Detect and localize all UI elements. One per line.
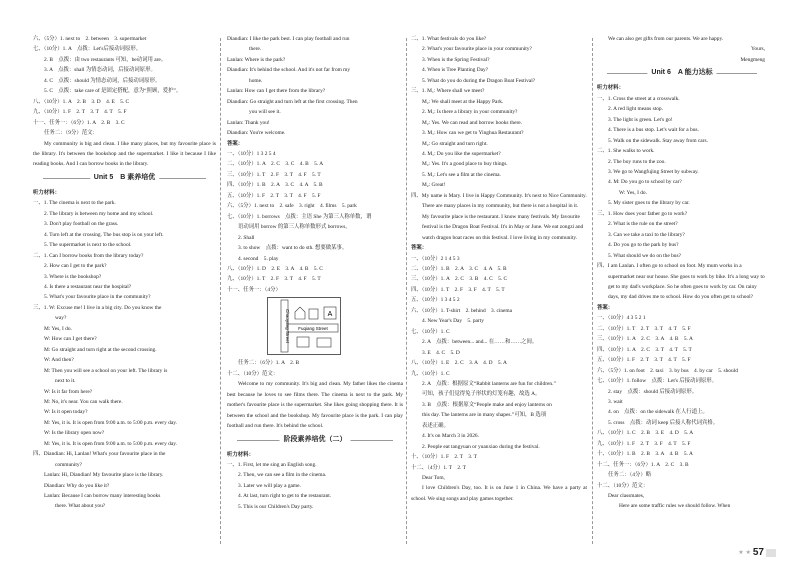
- column-divider: [406, 38, 407, 544]
- column-divider: [592, 38, 593, 544]
- text-line: 3. When is the Spring Festival?: [422, 56, 490, 63]
- text-line: 2. A 点拨：between... and... 在……和……之间。: [422, 339, 538, 346]
- text-line: M₂: Yes. It's a good place to buy things.: [422, 161, 508, 168]
- text-line: Diandian: I like the park best. I can play football and run: [227, 36, 350, 42]
- text-line: Lanlan: Hi, Diandian! My favourite place is the library.: [44, 472, 164, 479]
- text-line: Diandian: Why do you like it?: [44, 482, 110, 489]
- text-line: 十二、（10分）范文：: [227, 370, 279, 377]
- text-line: 2. People eat tangyuan or yuanxiao during the festival.: [422, 443, 540, 450]
- text-line: you will see it.: [249, 109, 281, 116]
- text-line: 七、（10分）1. borrows 点拨：主语 She 为第三人称单数，谓: [227, 213, 372, 220]
- text-line: 听力材料：: [33, 189, 60, 196]
- column-1: [33, 34, 216, 512]
- text-line: 2. How can I get to the park?: [44, 263, 107, 270]
- shop-icon: [297, 337, 309, 347]
- text-line: 二、1. Can I borrow books from the library today?: [33, 252, 144, 259]
- text-line: 十一、任务一：（6分）1. A 2. B 3. C: [33, 119, 125, 126]
- text-line: 5. Walk on the sidewalk. Stay away from cars.: [608, 137, 708, 144]
- page-number: 57: [752, 547, 764, 558]
- text-line: Lanlan: Thank you!: [227, 119, 270, 126]
- building-icon: [309, 309, 318, 319]
- text-line: 5. What should we do on the bus?: [608, 252, 681, 259]
- text-line: 4. Turn left at the crossing. The bus stop is on your left.: [44, 231, 164, 238]
- text-line: way?: [55, 315, 67, 322]
- text-line: Lanlan: Where is the park?: [227, 56, 286, 63]
- text-line: 4. M: Do you go to school by car?: [608, 179, 682, 186]
- text-line: Here are some traffic rules we should follow. When: [619, 503, 731, 510]
- text-line: 五、（10分）1 3 4 5 2: [411, 297, 460, 304]
- text-line: 九、（10分）1. F 2. T 3. F 4. T 5. F: [597, 440, 691, 447]
- text-line: 听力材料：: [597, 85, 624, 92]
- column-4: [597, 34, 767, 512]
- text-line: there. What about you?: [55, 503, 106, 510]
- text-line: 听力材料：: [227, 451, 254, 458]
- column-4-lower: [597, 83, 767, 512]
- text-line: 三、1. W: Excuse me! I live in a big city. Do you know the: [33, 304, 162, 311]
- text-line: 八、（10分）1. D 2. E 3. A 4. B 5. C: [227, 265, 323, 272]
- text-line: M: Yes, it is. It is open from 9:00 a.m. to 5:00 p.m. every day.: [44, 419, 177, 426]
- text-line: 3. Later we will play a game.: [238, 482, 301, 489]
- text-line: Lanlan: How can I get there from the library?: [227, 88, 326, 95]
- text-line: M₂: We shall meet at the Happy Park.: [422, 98, 504, 105]
- text-line: Diandian: You're welcome.: [227, 130, 286, 137]
- text-line: Dear classmates,: [608, 493, 645, 500]
- text-line: W: Is it far from here?: [44, 388, 93, 395]
- text-line: 一、1. Cross the street at a crosswalk.: [597, 95, 680, 102]
- text-line: 七、（10分）1. follow 点拨：Let's 后接动词原形。: [597, 378, 718, 385]
- text-line: 3. E 4. C 5. D: [422, 349, 460, 356]
- text-line: 3. Don't play football on the grass.: [44, 221, 119, 228]
- street-map-diagram: [267, 297, 341, 355]
- text-line: M₂: Great!: [422, 182, 446, 189]
- text-line: 任务二：（9分）范文：: [44, 130, 98, 137]
- text-line: M: Then you will see a school on your left. The library is: [44, 367, 168, 374]
- column-3-content: [411, 34, 587, 504]
- text-line: Lanlan: Because I can borrow many interesting books: [44, 493, 161, 500]
- text-line: 5. cross 点拨：动词 keep 后接人称代词宾格。: [608, 419, 719, 426]
- text-line: 十二、（4分）1. T 2. T: [411, 464, 466, 471]
- text-line: 答案：: [411, 245, 428, 252]
- text-line: Diandian: It's behind the school. And it's not far from my: [227, 67, 351, 74]
- text-line: W: Is it open today?: [44, 409, 88, 416]
- text-line: 九、（10分）1. T 2. F 3. T 4. F 5. T: [227, 276, 321, 283]
- text-line: 2. M₁: Is there a library in your community?: [422, 109, 518, 116]
- column-2-middle: [227, 358, 403, 431]
- text-line: 任务二：（4分）略: [608, 472, 652, 479]
- text-line: 一、（10分）4 3 5 2 1: [597, 315, 646, 322]
- text-line: 可知，孩子们觉得兔子形状的灯笼有趣，故选 A。: [422, 391, 541, 398]
- section-heading-unit6a: Unit 6 A 能力达标: [597, 67, 767, 79]
- text-line: 答案：: [597, 304, 614, 311]
- text-line: Welcome to my community. It's big and clean. My father likes the cinema best because he loves to see films there. The cinema is next to the park. My mother's favourite place is the supermarket. She likes going shopping there. It is between the school and the bookshop. My favourite place is the park. I can play football and run there. It's behind the school.: [227, 381, 403, 430]
- text-line: home.: [249, 77, 263, 84]
- text-line: 四、（10分）1. T 2. F 3. F 4. T 5. T: [411, 286, 505, 293]
- text-line: 四、（10分）1. B 2. A 3. C 4. A 5. B: [227, 182, 323, 189]
- text-line: 3. Can we take a taxi to the library?: [608, 231, 685, 238]
- text-line: 十、（10分）1. F 2. T 3. T: [411, 454, 477, 461]
- text-line: 三、1. How does your father go to work?: [597, 210, 688, 217]
- text-line: 七、（10分）1. C: [411, 328, 450, 335]
- star-icon: ★ ★: [738, 549, 751, 556]
- text-line: 十一、任务一：（4分）: [227, 286, 281, 293]
- page-footer: [738, 547, 764, 558]
- text-line: 一、1. The cinema is next to the park.: [33, 200, 116, 207]
- text-line: W: And then?: [44, 357, 74, 364]
- column-2: [227, 34, 403, 512]
- text-line: 三、（10分）1. A 2. C 3. B 4. C 5. C: [411, 276, 508, 283]
- text-line: 二、1. She walks to work.: [597, 148, 655, 155]
- text-line: 2. A 点拨：根据原文“Rabbit lanterns are fun for children.”: [422, 380, 556, 387]
- text-line: 三、1. M₁: Where shall we meet?: [411, 88, 485, 95]
- text-line: 3. B 点拨：根据原文“People make and enjoy lanterns on: [422, 401, 552, 408]
- text-line: I love Children's Day, too. It is on June 1 in China. We have a party at school. We sing songs and play games together.: [411, 485, 587, 502]
- text-line: M₂: Yes. We can read and borrow books there.: [422, 119, 523, 126]
- text-line: 六、（5分）1. next to 2. between 3. supermarket: [33, 36, 147, 42]
- text-line: 4. C 点拨：should 为情态动词，后接动词原形。: [44, 77, 161, 84]
- text-line: 二、（10分）1. A 2. C 3. C 4. B 5. A: [227, 161, 324, 168]
- column-1-upper: [33, 34, 216, 170]
- text-line: this day. The lanterns are in many shapes.”可知，B 选项: [422, 412, 547, 419]
- text-line: My community is big and clean. I like many places, but my favourite place is the library. It's between the bookshop and the supermarket. I like it because I like reading books. And I can borrow books in the library.: [33, 140, 216, 168]
- column-3: [411, 34, 587, 504]
- text-line: 3. A 点拨：shall 为情态动词，后接动词原形。: [44, 67, 156, 74]
- text-line: 二、1. What festivals do you like?: [411, 36, 487, 42]
- text-line: 语动词用 borrow 的第三人称单数形式 borrows。: [238, 224, 351, 231]
- text-line: M: Yes, it is. It is open from 9:00 a.m. to 5:00 p.m. every day.: [44, 440, 177, 447]
- text-line: 3. M₁: How can we get to Yinghua Restaurant?: [422, 130, 524, 137]
- text-line: 2. A red light means stop.: [608, 106, 663, 113]
- column-2-upper: [227, 34, 403, 295]
- text-line: 5. This is our Children's Day party.: [238, 503, 314, 510]
- text-line: 四、（10分）1. A 2. C 3. T 4. T 5. T: [597, 346, 692, 353]
- text-line: 五、（10分）1. F 2. T 3. T 4. T 5. F: [597, 357, 691, 364]
- text-line: W: Is the library open now?: [44, 430, 105, 437]
- text-line: 4. on 点拨：on the sidewalk 在人行道上。: [608, 409, 708, 416]
- column-1-lower: [33, 188, 216, 512]
- marker-label: A: [327, 311, 333, 319]
- section-heading-unit5b: Unit 5 B 素养培优: [33, 172, 216, 184]
- text-line: Diandian: Go straight and turn left at the first crossing. Then: [227, 98, 358, 105]
- text-line: M₂: Go straight and turn right.: [422, 140, 488, 147]
- text-line: 二、（10分）1. B 2. A 3. C 4. A 5. B: [411, 265, 507, 272]
- text-line: 2. The boy runs to the zoo.: [608, 158, 666, 165]
- text-line: 六、（10分）1. T-shirt 2. behind 3. cinema: [411, 307, 513, 314]
- text-line: 六、（5分）1. next to 2. safe 3. right 4. films 5. park: [227, 203, 357, 210]
- text-line: 3. Where is the bookshop?: [44, 273, 102, 280]
- text-line: 九、（10分）1. C: [411, 370, 450, 377]
- text-line: 3. We go to Wangfujing Street by subway.: [608, 168, 699, 175]
- text-line: 3. to show 点拨：want to do sth. 想要做某事。: [238, 245, 348, 252]
- text-line: 二、（10分）1. T 2. T 3. T 4. T 5. F: [597, 325, 691, 332]
- text-line: 5. M₁: Let's see a film at the cinema.: [422, 171, 501, 178]
- text-line: 4. It's on March 3 in 2026.: [422, 433, 479, 440]
- text-line: 三、（10分）1. T 2. F 3. T 4. F 5. T: [227, 171, 321, 178]
- text-line: 八、（10分）1. A 2. B 3. D 4. E 5. C: [33, 98, 130, 105]
- text-line: 四、Diandian: Hi, Lanlan! What's your favourite place in the: [33, 451, 166, 458]
- text-line: Yours,: [751, 46, 765, 53]
- text-line: M: Go straight and turn right at the second crossing.: [44, 346, 157, 353]
- text-line: community?: [55, 461, 82, 468]
- text-line: W: How can I get there?: [44, 336, 97, 343]
- text-line: 一、（10分）2 1 4 5 3: [411, 255, 460, 262]
- text-line: 九、（10分）1. F 2. T 3. T 4. T 5. F: [33, 109, 127, 116]
- school-icon: [317, 338, 331, 347]
- text-line: 5. What do you do during the Dragon Boat Festival?: [422, 77, 536, 84]
- text-line: 2. The library is between my home and my school.: [44, 210, 154, 217]
- text-line: 5. The supermarket is next to the school.: [44, 242, 132, 249]
- text-line: 3. The light is green. Let's go!: [608, 116, 673, 123]
- horizontal-street-label: Fuqiang Street: [298, 326, 328, 332]
- text-line: 2. What's your favourite place in your community?: [422, 46, 532, 53]
- text-line: 4. When is Tree Planting Day?: [422, 67, 489, 74]
- text-line: M: No, it's near. You can walk there.: [44, 398, 123, 405]
- vertical-street-label: Chaoyang Street: [285, 309, 290, 344]
- text-line: 一、（10分）1 3 2 5 4: [227, 150, 276, 157]
- text-line: 八、（10分）1. E 2. C 3. A 4. D 5. A: [411, 360, 507, 367]
- text-line: 4. At last, turn right to get to the restaurant.: [238, 493, 332, 500]
- text-line: 4. Do you go to the park by bus?: [608, 242, 679, 249]
- text-line: 十二、（10分）范文：: [597, 482, 649, 489]
- text-line: 四、I am Lanlan. I often go to school on foot. My mum works in a supermarket near our house. She goes to work by bike. It's a long way to get to my dad's workplace. So he often goes to work by car. On rainy days, my dad drives me to school. How do you often get to school?: [597, 263, 765, 301]
- text-line: 3. wait: [608, 398, 623, 405]
- text-line: 八、（10分）1. C 2. B 3. E 4. D 5. A: [597, 430, 694, 437]
- text-line: Dear Tom,: [422, 475, 445, 482]
- text-line: 2. What is the rule on the street?: [608, 221, 678, 228]
- footer-bar: [766, 549, 776, 557]
- column-2-lower: [227, 450, 403, 513]
- text-line: 2. B 点拨：由 two restaurants 可知，be动词用 are。: [44, 56, 167, 63]
- text-line: 七、（10分）1. A 点拨：Let's后接动词原形。: [33, 46, 142, 53]
- text-line: 5. My sister goes to the library by car.: [608, 200, 690, 207]
- text-line: We can also get gifts from our parents. We are happy.: [608, 36, 724, 42]
- text-line: 十、（10分）1. B 2. B 3. A 4. B 5. A: [597, 451, 693, 458]
- text-line: 六、（5分）1. on foot 2. taxi 3. by bus 4. by car 5. should: [597, 367, 738, 374]
- text-line: 五、（10分）1. F 2. T 3. T 4. F 5. F: [227, 192, 321, 199]
- text-line: 三、（10分）1. A 2. C 3. A 4. B 5. A: [597, 336, 693, 343]
- text-line: 答案：: [227, 140, 244, 147]
- text-line: W: Yes, I do.: [619, 189, 647, 196]
- text-line: 一、1. First, let me sing an English song.: [227, 461, 317, 468]
- text-line: 4. second 5. play: [238, 255, 279, 262]
- text-line: 5. C 点拨：take care of 是固定搭配，意为“照顾，爱护”。: [44, 88, 182, 95]
- text-line: 四、My name is Mary. I live in Happy Community. It's next to Nice Community. There are many places in my community, but there is not a hospital in it. My favourite place is the restaurant. I know many festivals. My favourite festival is the Dragon Boat Festival. It's in May or June. We eat zongzi and watch dragon boat races on this festival. I love living in my community.: [411, 192, 587, 241]
- text-line: 十二、任务一：（6分）1. A 2. C 3. B: [597, 461, 689, 468]
- street-map-svg: [267, 297, 341, 355]
- text-line: M: Yes, I do.: [44, 325, 72, 332]
- column-4-upper: [597, 34, 767, 65]
- text-line: 4. M₁: Do you like the supermarket?: [422, 150, 501, 157]
- text-line: there.: [249, 46, 262, 53]
- text-line: 5. What's your favourite place in the community?: [44, 294, 151, 301]
- text-line: 4. There is a bus stop. Let's wait for a bus.: [608, 127, 699, 134]
- text-line: 任务二：（6分）1. A 2. B: [238, 360, 300, 367]
- text-line: 2. Shall: [238, 234, 255, 241]
- text-line: Mengmeng: [740, 56, 765, 63]
- text-line: 2. Then, we can see a film in the cinema.: [238, 472, 327, 479]
- text-line: next to it.: [55, 378, 76, 385]
- column-divider: [220, 38, 221, 544]
- text-line: 表述正确。: [422, 422, 449, 429]
- text-line: 2. stay 点拨：should 后接动词原形。: [608, 388, 698, 395]
- section-heading-stage2: 阶段素养培优（二）: [227, 434, 403, 446]
- text-line: 4. Is there a restaurant near the hospital?: [44, 283, 132, 290]
- text-line: 4. New Year's Day 5. party: [422, 318, 484, 325]
